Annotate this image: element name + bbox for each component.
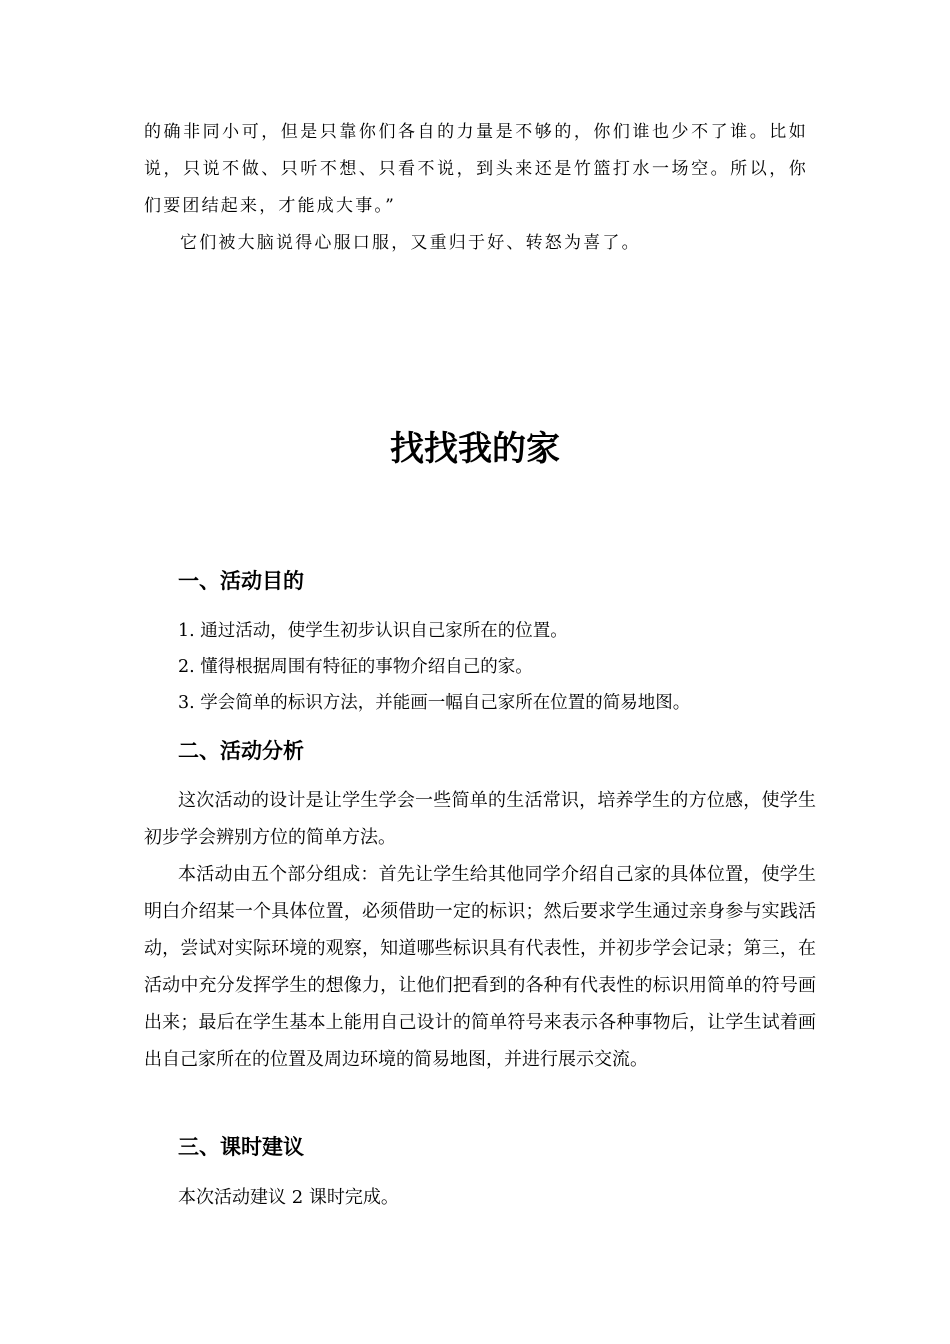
schedule-text-post: 课时完成。	[308, 1187, 399, 1208]
goal-item-text: 学会简单的标识方法，并能画一幅自己家所在位置的简易地图。	[200, 693, 691, 713]
goal-item-3	[178, 689, 690, 717]
goal-item-number: 1.	[178, 621, 195, 641]
goal-item-1	[178, 617, 568, 645]
page-title: 找找我的家	[390, 429, 560, 469]
section-heading-analysis: 二、活动分析	[178, 739, 304, 763]
story-paragraph-2: 它们被大脑说得心服口服，又重归于好、转怒为喜了。	[180, 233, 641, 253]
schedule-paragraph	[178, 1184, 399, 1212]
goal-item-number: 3.	[178, 693, 195, 713]
analysis-paragraph-1: 这次活动的设计是让学生学会一些简单的生活常识，培养学生的方位感，使学生初步学会辨别方位的简单方法。	[144, 790, 816, 848]
goal-item-2	[178, 653, 533, 681]
schedule-text-pre: 本次活动建议	[178, 1187, 286, 1208]
section-heading-goals: 一、活动目的	[178, 569, 304, 593]
story-paragraph-1: 的确非同小可，但是只靠你们各自的力量是不够的，你们谁也少不了谁。比如说，只说不做、只听不想、只看不说，到头来还是竹篮打水一场空。所以，你们要团结起来，才能成大事。”	[144, 122, 808, 216]
schedule-hours: 2	[291, 1187, 304, 1208]
goal-item-text: 通过活动，使学生初步认识自己家所在的位置。	[200, 621, 568, 641]
goal-item-number: 2.	[178, 657, 195, 677]
analysis-paragraph-2: 本活动由五个部分组成：首先让学生给其他同学介绍自己家的具体位置，使学生明白介绍某一个具体位置，必须借助一定的标识；然后要求学生通过亲身参与实践活动，尝试对实际环境的观察，知道哪些标识具有代表性，并初步学会记录；第三，在活动中充分发挥学生的想像力，让他们把看到的各种有代表性的标识用简单的符号画出来；最后在学生基本上能用自己设计的简单符号来表示各种事物后，让学生试着画出自己家所在的位置及周边环境的简易地图，并进行展示交流。	[144, 864, 816, 1070]
story-continuation	[144, 114, 808, 262]
section-heading-schedule: 三、课时建议	[178, 1135, 304, 1159]
goal-item-text: 懂得根据周围有特征的事物介绍自己的家。	[200, 657, 533, 677]
